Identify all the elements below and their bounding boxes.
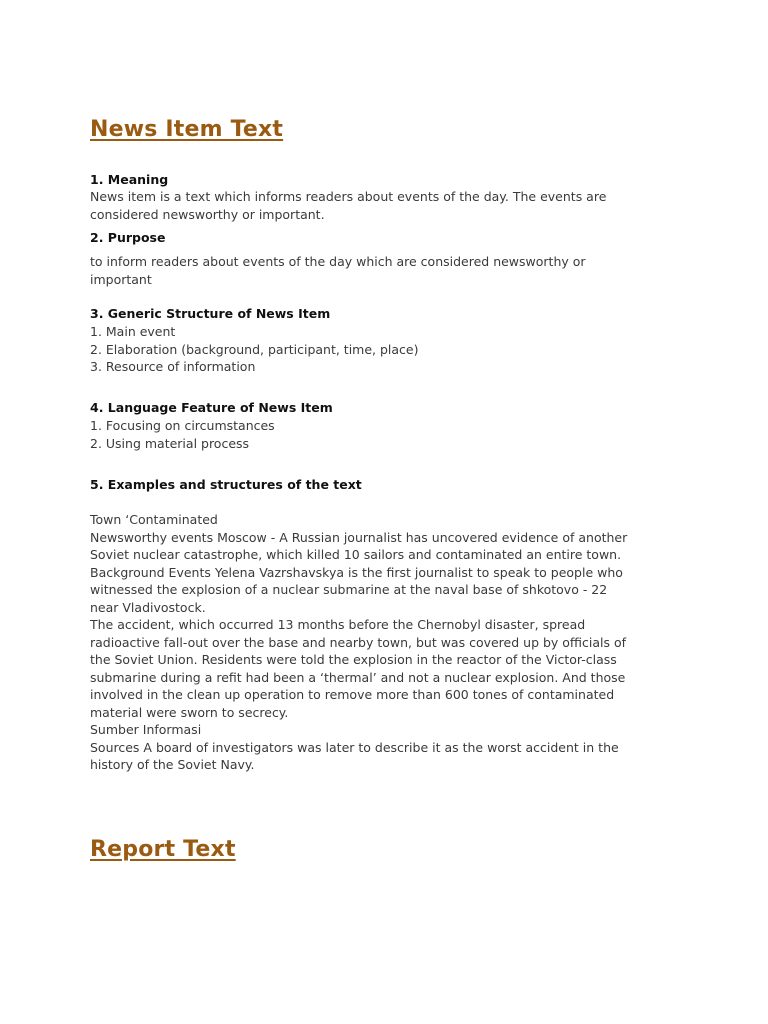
example-line: Town ‘Contaminated: [90, 512, 218, 527]
example-line: submarine during a refit had been a ‘thermal’ and not a nuclear explosion. And those: [90, 669, 626, 685]
example-news-text: [90, 511, 670, 774]
language-feature-list: [90, 417, 670, 452]
list-item: 3. Resource of information: [90, 359, 256, 374]
example-line: Background Events Yelena Vazrshavskya is the first journalist to speak to people who: [90, 564, 623, 580]
meaning-paragraph: [90, 188, 670, 223]
list-item: 1. Focusing on circumstances: [90, 418, 275, 433]
heading-examples: 5. Examples and structures of the text: [90, 477, 362, 492]
heading-generic-structure: 3. Generic Structure of News Item: [90, 306, 331, 321]
generic-structure-list: [90, 323, 670, 376]
meaning-line: considered newsworthy or important.: [90, 206, 325, 222]
heading-language-feature: 4. Language Feature of News Item: [90, 400, 333, 415]
example-line: witnessed the explosion of a nuclear submarine at the naval base of shkotovo - 22: [90, 582, 608, 597]
heading-meaning: 1. Meaning: [90, 172, 169, 187]
example-line: Sources A board of investigators was later to describe it as the worst accident in the: [90, 739, 619, 755]
example-line: the Soviet Union. Residents were told the explosion in the reactor of the Victor-class: [90, 652, 617, 667]
example-line: history of the Soviet Navy.: [90, 757, 255, 772]
example-line: Soviet nuclear catastrophe, which killed 10 sailors and contaminated an entire town.: [90, 547, 622, 562]
title-report-text: Report Text: [90, 837, 236, 862]
list-item: 2. Using material process: [90, 435, 250, 451]
example-line: material were sworn to secrecy.: [90, 704, 289, 720]
example-line: The accident, which occurred 13 months before the Chernobyl disaster, spread: [90, 617, 586, 632]
meaning-line: News item is a text which informs readers about events of the day. The events are: [90, 189, 607, 204]
list-item: 1. Main event: [90, 324, 176, 339]
list-item: 2. Elaboration (background, participant, time, place): [90, 341, 419, 357]
purpose-line: to inform readers about events of the day which are considered newsworthy or: [90, 254, 586, 269]
example-line: Sumber Informasi: [90, 722, 202, 737]
example-line: Newsworthy events Moscow - A Russian journalist has uncovered evidence of another: [90, 529, 628, 545]
example-line: radioactive fall-out over the base and nearby town, but was covered up by officials of: [90, 634, 627, 650]
title-news-item-text: News Item Text: [90, 117, 284, 142]
example-line: involved in the clean up operation to remove more than 600 tones of contaminated: [90, 687, 615, 702]
example-line: near Vladivostock.: [90, 599, 206, 615]
purpose-line: important: [90, 271, 152, 287]
purpose-paragraph: [90, 253, 670, 288]
heading-purpose: 2. Purpose: [90, 230, 166, 245]
